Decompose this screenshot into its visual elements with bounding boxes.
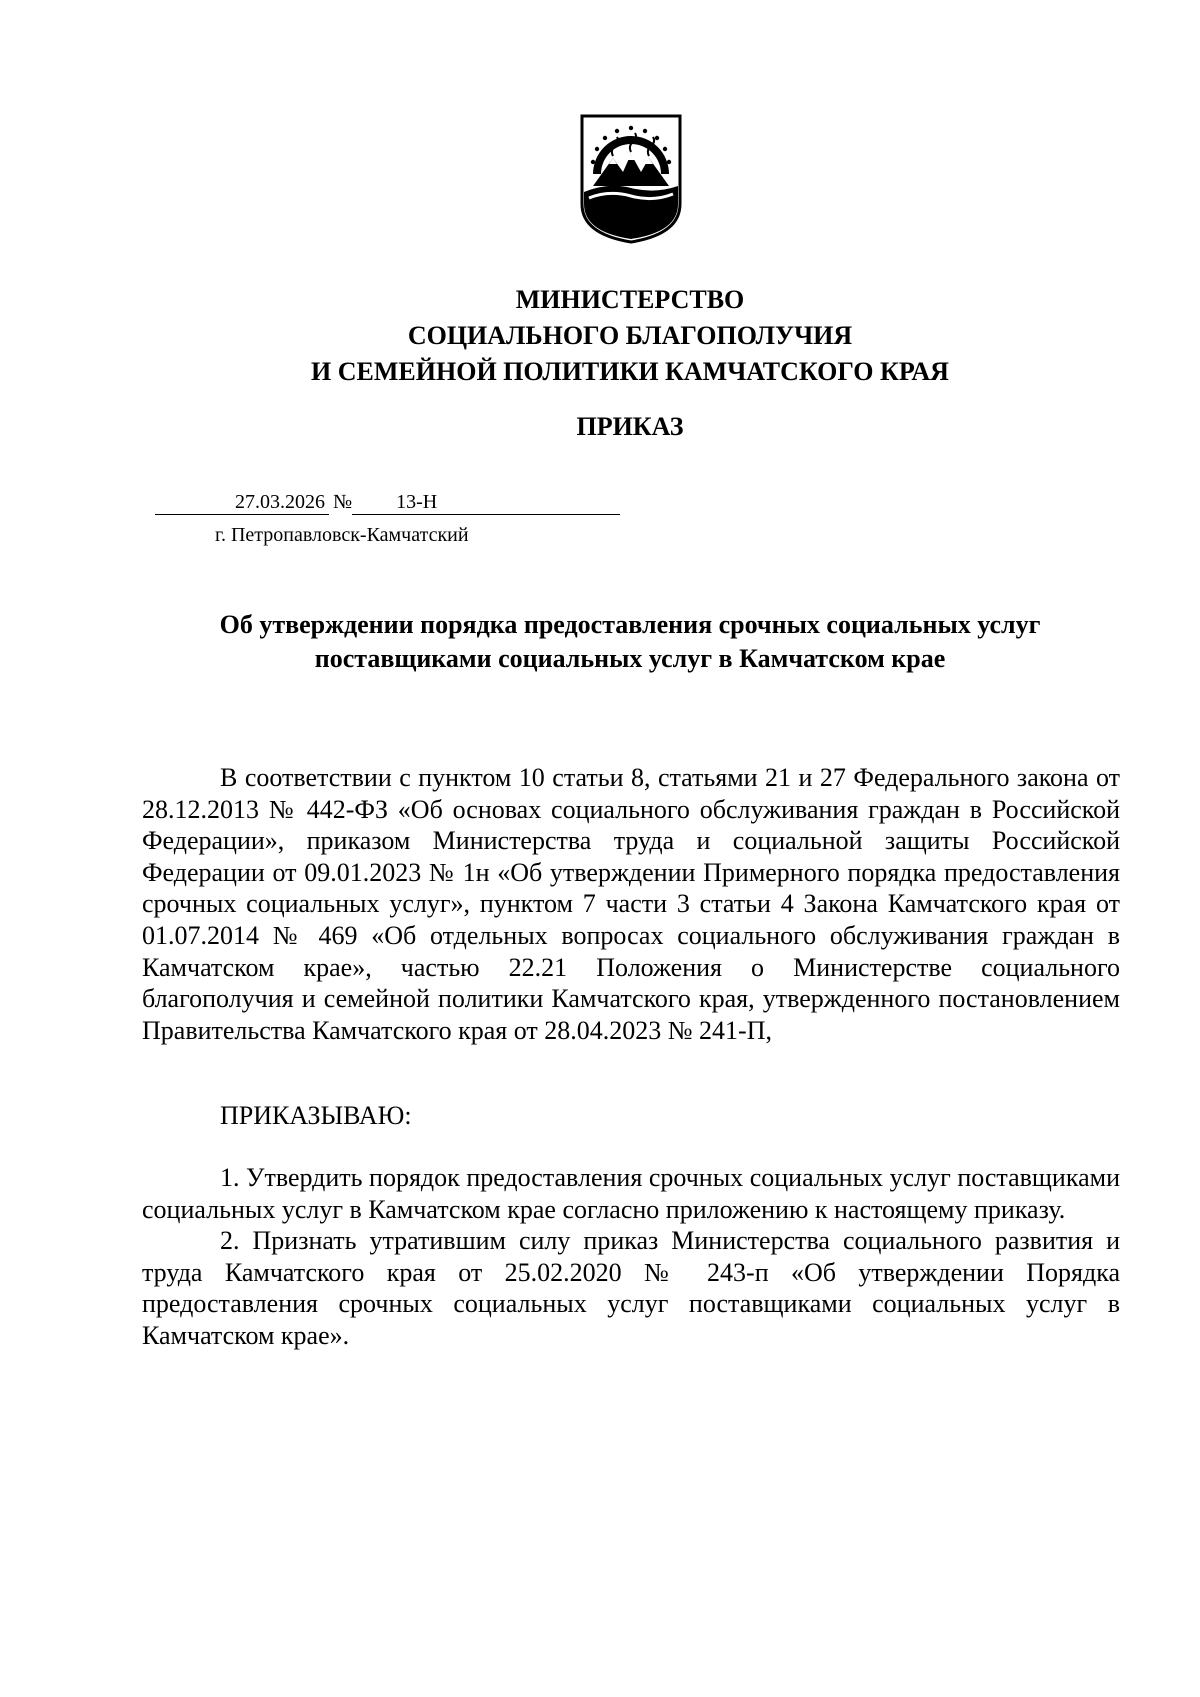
ministry-line-1: МИНИСТЕРСТВО [515,285,745,314]
order-subject: Об утверждении порядка предоставления срочных социальных услуг поставщиками социальных услуг в Камчатском крае [219,610,1041,673]
item-number: 1. [220,1163,240,1192]
document-type-title: ПРИКАЗ [576,412,684,441]
preamble-paragraph: В соответствии с пунктом 10 статьи 8, статьями 21 и 27 Федерального закона от 28.12.2013 № 442-ФЗ «Об основах социального обслуживания граждан в Российской Федерации», приказом Министерства труда и социальной защиты Российской Федерации от 09.01.2023 № 1н «Об утверждении Примерного порядка предоставления срочных социальных услуг», пунктом 7 части 3 статьи 4 Закона Камчатского края от 01.07.2014 № 469 «Об отдельных вопросах социального обслуживания граждан в Камчатском крае», частью 22.21 Положения о Министерстве социального благополучия и семейной политики Камчатского края, утвержденного постановлением Правительства Камчатского края от 28.04.2023 № 241-П, [142,763,1120,1045]
kamchatka-coat-of-arms-icon [579,112,683,244]
item-number: 2. [220,1226,240,1256]
order-item-1 [142,1162,1120,1225]
order-number: 13-Н [352,490,620,515]
date-number-line [155,490,620,515]
ministry-name [0,282,1200,390]
number-sign: № [333,491,353,513]
ministry-line-3: И СЕМЕЙНОЙ ПОЛИТИКИ КАМЧАТСКОГО КРАЯ [311,357,949,386]
ministry-line-2: СОЦИАЛЬНОГО БЛАГОПОЛУЧИЯ [407,321,853,350]
item-text: Признать утратившим силу приказ Министерства социального развития и труда Камчатского края от 25.02.2020 № 243-п «Об утверждении Порядка предоставления срочных социальных услуг поставщиками социальных услуг в Камчатском крае». [142,1226,1121,1350]
city-name: г. Петропавловск-Камчатский [215,524,469,546]
order-items [142,1162,1120,1352]
order-item-2 [142,1225,1120,1351]
item-text: Утвердить порядок предоставления срочных социальных услуг поставщиками социальных услуг в Камчатском крае согласно приложению к настоящему приказу. [142,1163,1120,1224]
decree-word: ПРИКАЗЫВАЮ: [220,1101,412,1130]
order-date: 27.03.2026 [155,490,329,515]
